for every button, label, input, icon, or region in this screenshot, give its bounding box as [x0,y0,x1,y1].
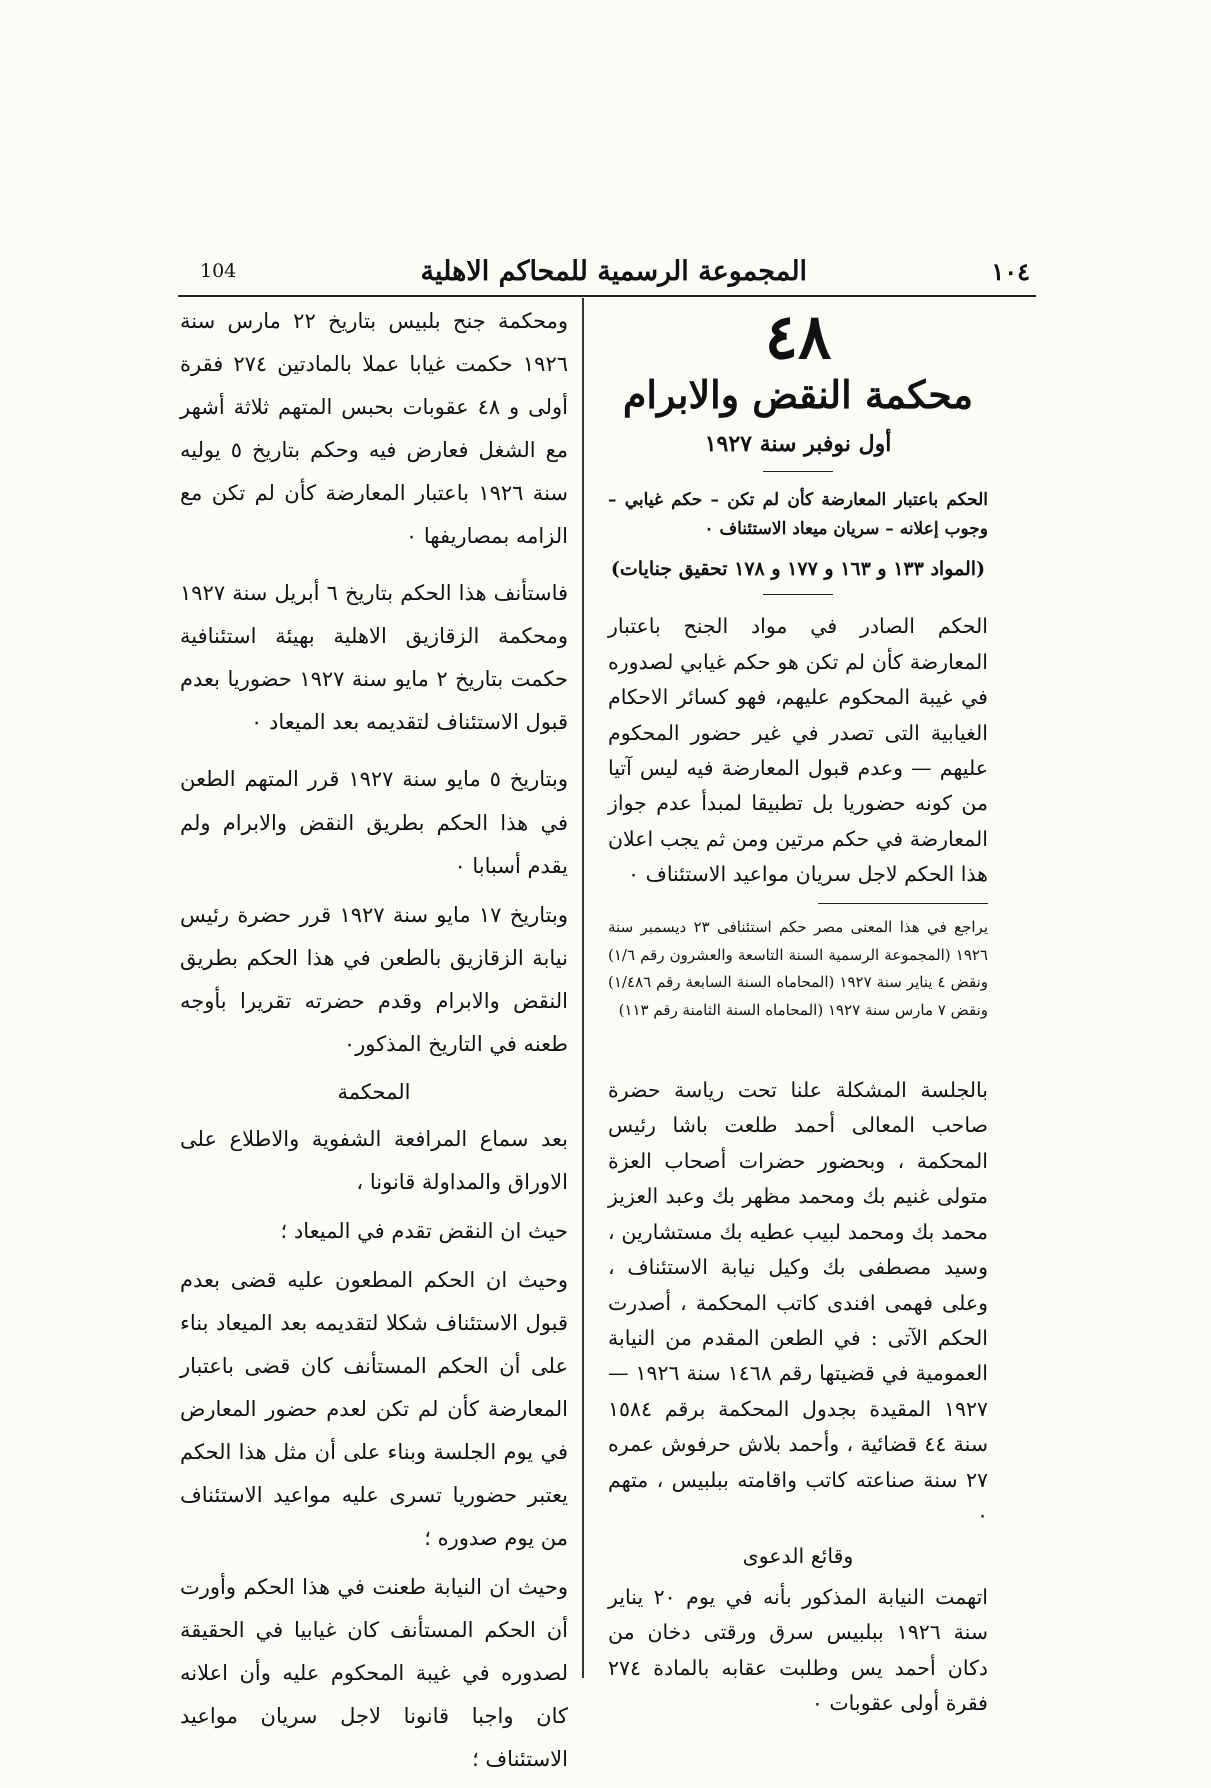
facts-heading: وقائع الدعوى [742,1543,854,1568]
column-divider [582,298,584,1678]
paragraph-5: بعد سماع المرافعة الشفوية والاطلاع على الاوراق والمداولة قانونا ، [180,1126,568,1194]
page-number-arabic: ١٠٤ [991,256,1030,286]
session-paragraph: بالجلسة المشكلة علنا تحت رياسة حضرة صاحب المعالى أحمد طلعت باشا رئيس المحكمة ، وبحضور حضرات أصحاب العزة متولى غنيم بك ومحمد مظهر بك وعبد العزيز محمد بك ومحمد لبيب عطيه بك مستشارين ، وسيد مصطفى بك وكيل نيابة الاستئناف ، وعلى فهمى افندى كاتب المحكمة ، أصدرت الحكم الآتى : في الطعن المقدم من النيابة العمومية في قضيتها رقم ١٤٦٨ سنة ١٩٢٦ — ١٩٢٧ المقيدة بجدول المحكمة برقم ١٥٨٤ سنة ٤٤ قضائية ، وأحمد بلاش حرفوش عمره ٢٧ سنة صناعته كاتب واقامته ببلبيس ، متهم ٠ [608,1077,989,1528]
judgment-date: أول نوفبر سنة ١٩٢٧ [704,431,892,458]
paragraph-2: فاستأنف هذا الحكم بتاريخ ٦ أبريل سنة ١٩٢٧ ومحكمة الزقازيق الاهلية بهيئة استئنافية حكمت بتاريخ ٢ مايو سنة ١٩٢٧ حضوريا بعدم قبول الاستئناف لتقديمه بعد الميعاد ٠ [180,581,569,735]
reference-note: يراجع في هذا المعنى مصر حكم استئنافى ٢٣ ديسمبر سنة ١٩٢٦ (المجموعة الرسمية السنة التاسعة والعشرون رقم ١/٦) ونقض ٤ يناير سنة ١٩٢٧ (المحاماه السنة السابعة رقم ١/٤٨٦) ونقض ٧ مارس سنة ١٩٢٧ (المحاماه السنة الثامنة رقم ١١٣) [608,917,989,1020]
paragraph-3: وبتاريخ ٥ مايو سنة ١٩٢٧ قرر المتهم الطعن في هذا الحكم بطريق النقض والابرام ولم يقدم أسبابا ٠ [180,767,568,878]
case-number: ٤٨ [764,300,832,373]
headnote-title: الحكم باعتبار المعارضة كأن لم تكن – حكم غيابي – وجوب إعلانه – سريان ميعاد الاستئناف ٠ [608,490,988,540]
left-column [180,300,568,1788]
running-title: المجموعة الرسمية للمحاكم الاهلية [420,255,808,287]
facts-paragraph: اتهمت النيابة المذكور بأنه في يوم ٢٠ يناير سنة ١٩٢٦ ببلبيس سرق ورقتى دخان من دكان أحمد يس وطلبت عقابه بالمادة ٢٧٤ فقرة أولى عقوبات ٠ [608,1584,988,1716]
right-column [608,300,988,1722]
paragraph-4: وبتاريخ ١٧ مايو سنة ١٩٢٧ قرر حضرة رئيس نيابة الزقازيق بالطعن في هذا الحكم بطريق النقض والابرام وقدم حضرته تقريرا بأوجه طعنه في التاريخ المذكور٠ [180,902,568,1056]
page-number-latin: 104 [200,260,237,282]
legal-principle: الحكم الصادر في مواد الجنح باعتبار المعارضة كأن لم تكن هو حكم غيابي لصدوره في غيبة المحكوم عليهم، فهو كسائر الاحكام الغيابية التى تصدر في غير حضور المحكوم عليهم — وعدم قبول المعارضة فيه ليس آتيا من كونه حضوريا بل تطبيقا لمبدأ عدم جواز المعارضة في حكم مرتين ومن ثم يجب اعلان هذا الحكم لاجل سريان مواعيد الاستئناف ٠ [608,614,988,887]
header-rule [178,295,1036,297]
paragraph-7: وحيث ان الحكم المطعون عليه قضى بعدم قبول الاستئناف شكلا لتقديمه بعد الميعاد بناء على أن الحكم المستأنف كان قضى باعتبار المعارضة كأن لم تكن لعدم حضور المعارض في يوم الجلسة وبناء على أن مثل هذا الحكم يعتبر حضوريا تسرى عليه مواعيد الاستئناف من يوم صدوره ؛ [180,1267,568,1551]
paragraph-8: وحيث ان النيابة طعنت في هذا الحكم وأورت أن الحكم المستأنف كان غيابيا في الحقيقة لصدوره في غيبة المحكوم عليه وأن اعلانه كان واجبا قانونا لاجل سريان مواعيد الاستئناف ؛ [180,1575,568,1772]
court-name: محكمة النقض والابرام [622,372,974,417]
page-header [200,244,1030,298]
court-heading: المحكمة [337,1079,411,1104]
title-rule [763,471,833,472]
paragraph-6: حيث ان النقض تقدم في الميعاد ؛ [280,1218,568,1243]
paragraph-1: ومحكمة جنح بلبيس بتاريخ ٢٢ مارس سنة ١٩٢٦ حكمت غيابا عملا بالمادتين ٢٧٤ فقرة أولى و ٤٨ عقوبات بحبس المتهم ثلاثة أشهر مع الشغل فعارض فيه وحكم بتاريخ ٥ يوليه سنة ١٩٢٦ باعتبار المعارضة كأن لم تكن مع الزامه بمصاريفها ٠ [180,309,569,549]
articles-cited: (المواد ١٣٣ و ١٦٣ و ١٧٧ و ١٧٨ تحقيق جنايات) [610,558,986,581]
reference-rule [818,903,988,904]
articles-rule [763,594,833,595]
